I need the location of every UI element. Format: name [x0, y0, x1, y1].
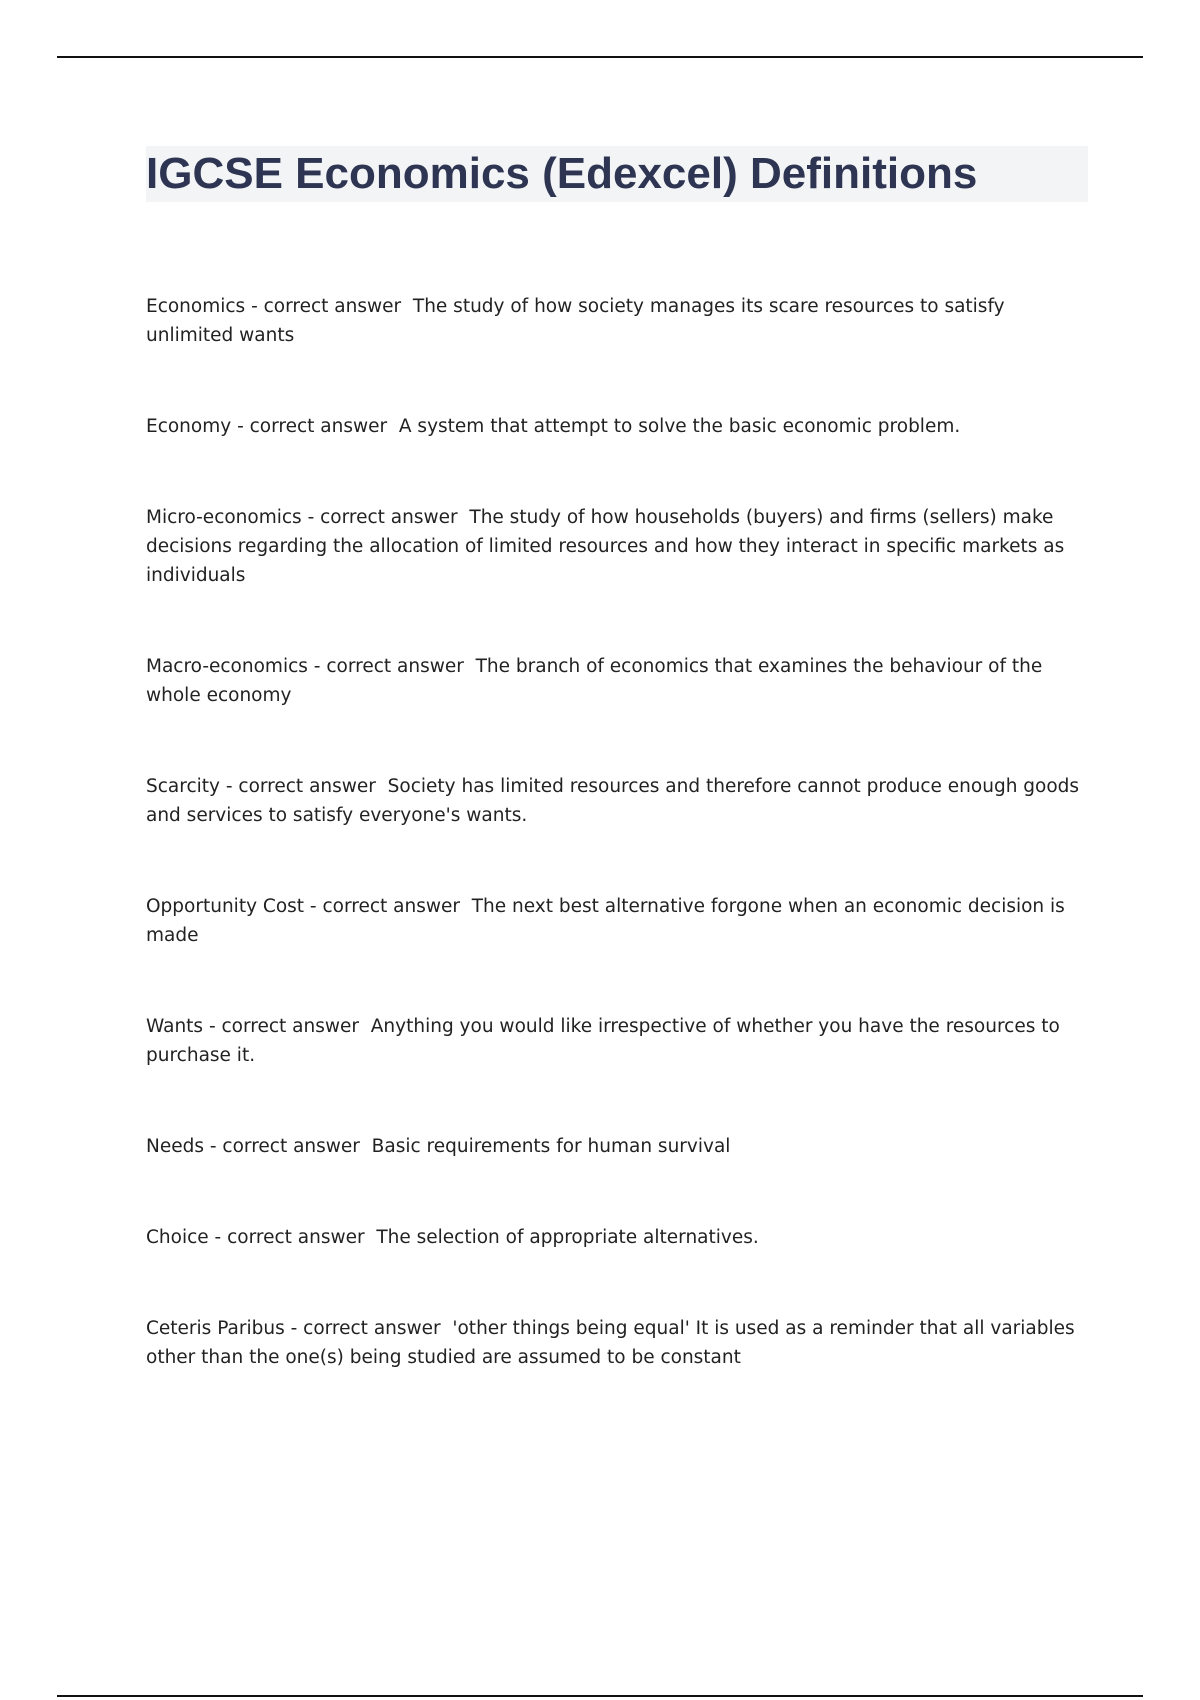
definition-item: [146, 652, 1096, 710]
term: Economics: [146, 296, 246, 317]
answer-text: Society has limited resources and therefore cannot produce enough goods and services to satisfy everyone's wants.: [146, 776, 1080, 826]
term: Wants: [146, 1016, 204, 1037]
answer-text: The next best alternative forgone when an economic decision is made: [146, 896, 1065, 946]
answer-label: correct answer: [320, 507, 458, 528]
definition-item: [146, 1132, 1096, 1161]
answer-text: The selection of appropriate alternatives.: [376, 1227, 759, 1248]
term: Micro-economics: [146, 507, 302, 528]
answer-text: Basic requirements for human survival: [371, 1136, 731, 1157]
answer-label: correct answer: [221, 1016, 359, 1037]
top-rule: [57, 56, 1143, 58]
answer-label: correct answer: [326, 656, 464, 677]
answer-text: A system that attempt to solve the basic economic problem.: [398, 416, 961, 437]
separator: -: [301, 507, 321, 528]
term: Economy: [146, 416, 232, 437]
answer-text: Anything you would like irrespective of whether you have the resources to purchase it.: [146, 1016, 1060, 1066]
answer-label: correct answer: [227, 1227, 365, 1248]
definition-item: [146, 1012, 1096, 1070]
definition-item: [146, 503, 1096, 590]
separator: -: [203, 1016, 222, 1037]
separator: -: [231, 416, 250, 437]
definition-item: [146, 292, 1096, 350]
answer-label: correct answer: [249, 416, 388, 437]
answer-text: The study of how society manages its scare resources to satisfy unlimited wants: [146, 296, 1005, 346]
separator: -: [245, 296, 264, 317]
answer-label: correct answer: [322, 896, 460, 917]
separator: -: [304, 896, 323, 917]
definition-item: [146, 1223, 1096, 1252]
definition-list: [146, 292, 1096, 1434]
term: Choice: [146, 1227, 209, 1248]
term: Ceteris Paribus: [146, 1318, 285, 1339]
answer-label: correct answer: [263, 296, 402, 317]
page-title: IGCSE Economics (Edexcel) Definitions: [146, 149, 978, 198]
answer-text: The study of how households (buyers) and firms (sellers) make decisions regarding the allocation of limited resources and how they interact in specific markets as individuals: [146, 507, 1065, 586]
definition-item: [146, 1314, 1096, 1372]
bottom-rule: [57, 1695, 1143, 1697]
separator: -: [203, 1136, 223, 1157]
separator: -: [219, 776, 239, 797]
definition-item: [146, 772, 1096, 830]
separator: -: [284, 1318, 304, 1339]
term: Needs: [146, 1136, 204, 1157]
definition-item: [146, 892, 1096, 950]
term: Macro-economics: [146, 656, 308, 677]
definition-item: [146, 412, 1096, 441]
answer-label: correct answer: [303, 1318, 441, 1339]
answer-label: correct answer: [238, 776, 376, 797]
term: Opportunity Cost: [146, 896, 305, 917]
answer-text: 'other things being equal' It is used as a reminder that all variables other than the one(s) being studied are assumed to be constant: [146, 1318, 1075, 1368]
separator: -: [307, 656, 327, 677]
separator: -: [208, 1227, 228, 1248]
answer-text: The branch of economics that examines the behaviour of the whole economy: [146, 656, 1043, 706]
answer-label: correct answer: [222, 1136, 360, 1157]
term: Scarcity: [146, 776, 220, 797]
